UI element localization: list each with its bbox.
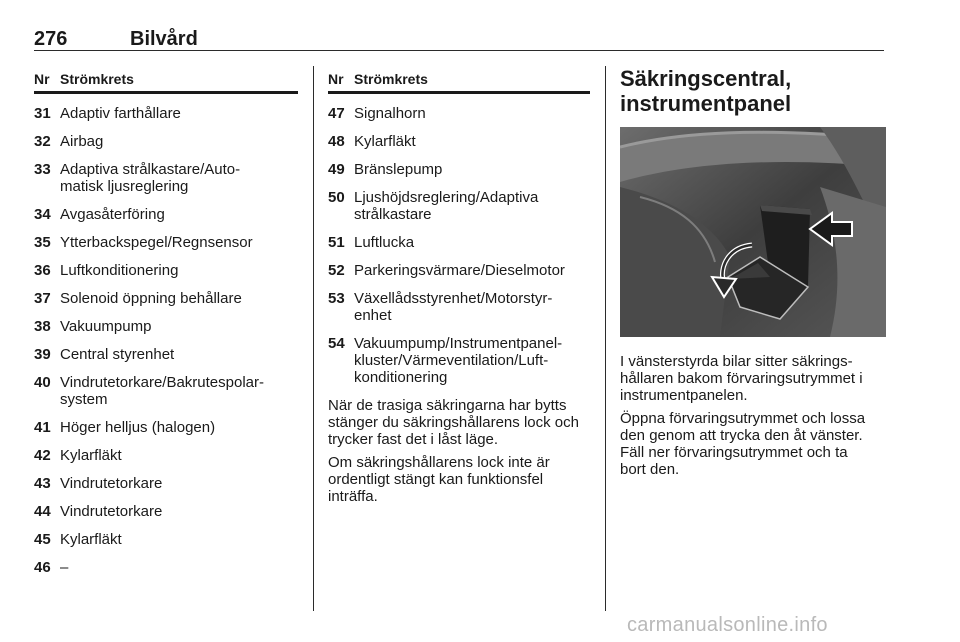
fuse-number: 43 — [34, 475, 51, 492]
fuse-number: 52 — [328, 262, 345, 279]
fuse-row — [328, 290, 590, 324]
fuse-number: 46 — [34, 559, 51, 576]
fuse-number: 53 — [328, 290, 345, 307]
fuse-row — [328, 105, 590, 122]
fuse-circuit: Luftkonditionering — [60, 262, 179, 279]
fuse-row — [34, 234, 298, 251]
body-paragraph: När de trasiga säkringarna har bytts stänger du säkringshållarens lock och trycker fast det i låst läge. — [328, 397, 579, 448]
table-header — [34, 66, 298, 94]
fuse-number: 50 — [328, 189, 345, 206]
fuse-row — [34, 559, 298, 576]
fuse-number: 44 — [34, 503, 51, 520]
table-header — [328, 66, 590, 94]
fuse-row — [328, 161, 590, 178]
fuse-circuit: Vindrutetorkare/Bakrutespolar- system — [60, 374, 264, 408]
header-circuit: Strömkrets — [354, 70, 428, 87]
fuse-circuit: Luftlucka — [354, 234, 415, 251]
fuse-number: 48 — [328, 133, 345, 150]
fuse-row — [34, 531, 298, 548]
fuse-row — [34, 105, 298, 122]
fuse-row — [34, 419, 298, 436]
fuse-circuit: Ytterbackspegel/Regnsensor — [60, 234, 253, 251]
fuse-row — [328, 133, 590, 150]
page-number: 276 — [34, 28, 68, 50]
fuse-circuit: Kylarfläkt — [60, 447, 122, 464]
fuse-row — [34, 374, 298, 408]
fuse-row — [34, 262, 298, 279]
fuse-row — [34, 346, 298, 363]
fuse-circuit: Signalhorn — [354, 105, 426, 122]
fuse-circuit: Vakuumpump — [60, 318, 152, 335]
header-nr: Nr — [328, 70, 344, 87]
fuse-row — [328, 189, 590, 223]
fuse-number: 39 — [34, 346, 51, 363]
fuse-row — [34, 447, 298, 464]
fuse-row — [34, 161, 298, 195]
fuse-circuit: Vakuumpump/Instrumentpanel- kluster/Värmeventilation/Luft- konditionering — [354, 335, 563, 386]
watermark: carmanualsonline.info — [627, 614, 828, 636]
fuse-number: 47 — [328, 105, 345, 122]
fuse-number: 40 — [34, 374, 51, 391]
fuse-circuit: Kylarfläkt — [60, 531, 122, 548]
fuse-circuit: Vindrutetorkare — [60, 503, 163, 520]
fuse-number: 33 — [34, 161, 51, 178]
column-divider — [313, 66, 314, 611]
fuse-circuit: Växellådsstyrenhet/Motorstyr- enhet — [354, 290, 553, 324]
fuse-circuit: Airbag — [60, 133, 104, 150]
instrument-panel-section — [620, 66, 886, 478]
fuse-circuit: Central styrenhet — [60, 346, 175, 363]
fuse-circuit: Parkeringsvärmare/Dieselmotor — [354, 262, 565, 279]
fuse-number: 41 — [34, 419, 51, 436]
body-paragraph: Öppna förvaringsutrymmet och lossa den genom att trycka den åt vänster. Fäll ner förvaringsutrymmet och ta bort den. — [620, 410, 866, 478]
fuse-circuit: Ljushöjdsreglering/Adaptiva strålkastare — [354, 189, 539, 223]
fuse-box-illustration — [620, 127, 886, 337]
header-nr: Nr — [34, 70, 50, 87]
fuse-number: 34 — [34, 206, 51, 223]
column-divider — [605, 66, 606, 611]
fuse-row — [328, 262, 590, 279]
fuse-number: 32 — [34, 133, 51, 150]
fuse-number: 31 — [34, 105, 51, 122]
fuse-row — [34, 290, 298, 307]
fuse-circuit: Höger helljus (halogen) — [60, 419, 216, 436]
section-heading: Säkringscentral, instrumentpanel — [620, 66, 792, 116]
fuse-number: 45 — [34, 531, 51, 548]
fuse-number: 37 — [34, 290, 51, 307]
fuse-row — [34, 206, 298, 223]
fuse-number: 54 — [328, 335, 345, 352]
page-header — [34, 26, 884, 51]
fuse-row — [328, 234, 590, 251]
fuse-number: 35 — [34, 234, 51, 251]
fuse-circuit: Avgasåterföring — [60, 206, 165, 223]
fuse-circuit: Kylarfläkt — [354, 133, 416, 150]
fuse-number: 42 — [34, 447, 51, 464]
fuse-circuit: Vindrutetorkare — [60, 475, 163, 492]
fuse-circuit: Adaptiva strålkastare/Auto- matisk ljusreglering — [60, 161, 241, 195]
fuse-row — [34, 133, 298, 150]
section-title: Bilvård — [130, 28, 198, 50]
fuse-circuit: Adaptiv farthållare — [60, 105, 181, 122]
fuse-row — [34, 475, 298, 492]
fuse-row — [328, 335, 590, 386]
fuse-row — [34, 503, 298, 520]
fuse-number: 51 — [328, 234, 345, 251]
fuse-circuit: Bränslepump — [354, 161, 443, 178]
fuse-row — [34, 318, 298, 335]
fuse-number: 36 — [34, 262, 51, 279]
fuse-number: 49 — [328, 161, 345, 178]
fuse-table-right — [328, 66, 590, 505]
fuse-circuit: – — [60, 559, 69, 576]
body-paragraph: Om säkringshållarens lock inte är ordentligt stängt kan funktionsfel inträffa. — [328, 454, 550, 505]
fuse-circuit: Solenoid öppning behållare — [60, 290, 242, 307]
body-paragraph: I vänsterstyrda bilar sitter säkrings- hållaren bakom förvaringsutrymmet i instrumentpanelen. — [620, 353, 863, 404]
fuse-table-left — [34, 66, 298, 587]
fuse-number: 38 — [34, 318, 51, 335]
header-circuit: Strömkrets — [60, 70, 134, 87]
